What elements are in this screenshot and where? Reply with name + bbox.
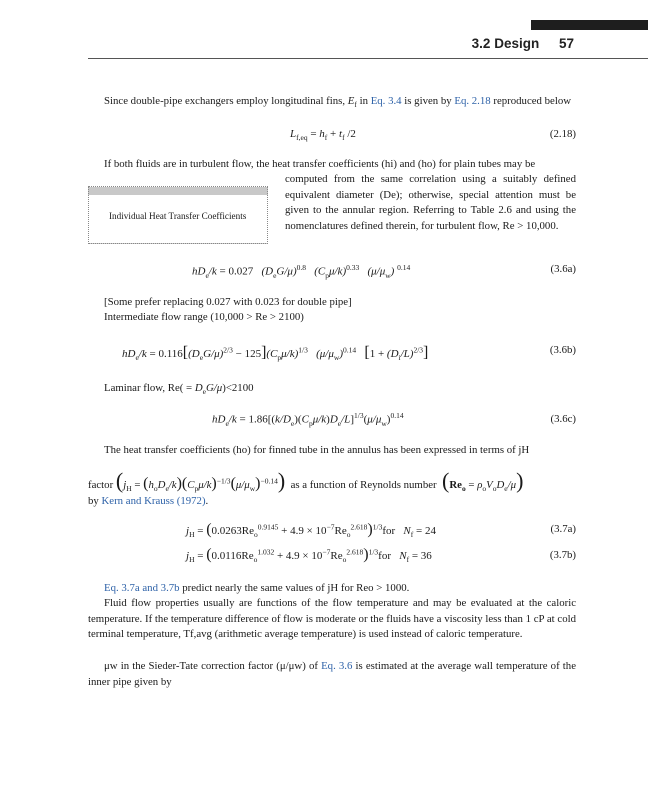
section-title: 3.2 Design — [471, 36, 540, 51]
eq-2-18-link[interactable]: Eq. 2.18 — [454, 95, 491, 107]
sidebar-box — [88, 186, 268, 244]
page-number: 57 — [558, 36, 574, 51]
paragraph-3-line-1: The heat transfer coefficients (ho) for finned tube in the annulus has been expressed in terms of jH — [104, 444, 530, 456]
equation-3-6a: $hD_e/k = 0.027$ $(D_eG/\mu)^{0.8}$ $(C_p\mu/k)^{0.33}$ $(\mu/\mu_w)$ $^{0.14}$ — [192, 263, 411, 280]
note-line-2: Intermediate flow range (10,000 > Re > 2100) — [104, 311, 304, 323]
jh-factor-line: factor $(j_H = (h_oD_e/k)(C_p\mu/k)^{-1/3}(\mu/\mu_w)^{-0.14})$ as a function of Reynolds number $(Re_o = \rho_oV_oD_e/\mu)$ — [88, 468, 524, 494]
eq-3-6-link[interactable]: Eq. 3.6 — [321, 660, 353, 672]
paragraph-2-continued: computed from the same correlation using a suitably defined equivalent diameter (De); otherwise, special attention must be given to the annular region. Referring to Table 2.6 and using the nomenclatures defined therein, for turbulent flow, Re > 10,000. — [285, 173, 576, 232]
paragraph-6: μw in the Sieder-Tate correction factor (μ/μw) of Eq. 3.6 is estimated at the average wall temperature of the inner pipe given by — [88, 660, 576, 688]
eq-3-7-link[interactable]: Eq. 3.7a and 3.7b — [104, 582, 180, 594]
ef-symbol: $E_f$ — [347, 95, 357, 110]
header-rule — [88, 58, 648, 59]
equation-number-3-7b: (3.7b) — [549, 549, 576, 561]
running-header — [472, 36, 574, 51]
sidebar-label: Individual Heat Transfer Coefficients — [109, 211, 247, 221]
paragraph-1: Since double-pipe exchangers employ longitudinal fins, $E_f$ in Eq. 3.4 is given by Eq. 2.18 reproduced below — [104, 95, 572, 110]
reference-line: by Kern and Krauss (1972). — [88, 495, 209, 507]
equation-3-6b: $hD_e/k = 0.116[(D_eG/\mu)^{2/3} - 125](C_p\mu/k)^{1/3}$ $(\mu/\mu_w)^{0.14}$ $[1 + (D_i/L)^{2/3}]$ — [122, 344, 429, 363]
paragraph-4: Eq. 3.7a and 3.7b predict nearly the same values of jH for Reo > 1000. — [104, 582, 410, 594]
paragraph-5: Fluid flow properties usually are functions of the flow temperature and may be evaluated at the caloric temperature. If the temperature difference of flow is moderate or the fluids have a viscosity less than 1 cP at cold terminal temperature, Tf,avg (arithmetic average temperature) is used instead of caloric temperature. — [88, 597, 576, 640]
kern-krauss-link[interactable]: Kern and Krauss (1972) — [101, 495, 206, 507]
equation-3-6c: $hD_e/k = 1.86[(k/D_e)(C_p\mu/k)D_e/L]^{1/3}(\mu/\mu_w)^{0.14}$ — [212, 411, 404, 428]
equation-number-3-6c: (3.6c) — [550, 413, 576, 425]
laminar-line: Laminar flow, $Re( = D_eG/\mu)<2100$ — [104, 382, 254, 397]
equation-number-3-7a: (3.7a) — [550, 523, 576, 535]
equation-number-3-6a: (3.6a) — [550, 263, 576, 275]
equation-2-18: $L_{f,eq} = h_f + t_f$ /2 — [290, 128, 356, 143]
note-line-1: [Some prefer replacing 0.027 with 0.023 for double pipe] — [104, 296, 352, 308]
equation-number-2-18: (2.18) — [549, 128, 576, 140]
equation-3-7b: $j_H = (0.0116Re_o^{1.032} + 4.9 \times 10^{-7}Re_o^{2.618})^{1/3}for$ $N_f = 36$ — [186, 546, 432, 565]
equation-3-7a: $j_H = (0.0263Re_o^{0.9145} + 4.9 \times 10^{-7}Re_o^{2.618})^{1/3}for$ $N_f = 24$ — [186, 521, 436, 540]
paragraph-2-line-1: If both fluids are in turbulent flow, the heat transfer coefficients (hi) and (ho) for plain tubes may be — [104, 158, 536, 170]
equation-number-3-6b: (3.6b) — [549, 344, 576, 356]
header-bar — [531, 20, 648, 30]
eq-3-4-link[interactable]: Eq. 3.4 — [370, 95, 402, 107]
